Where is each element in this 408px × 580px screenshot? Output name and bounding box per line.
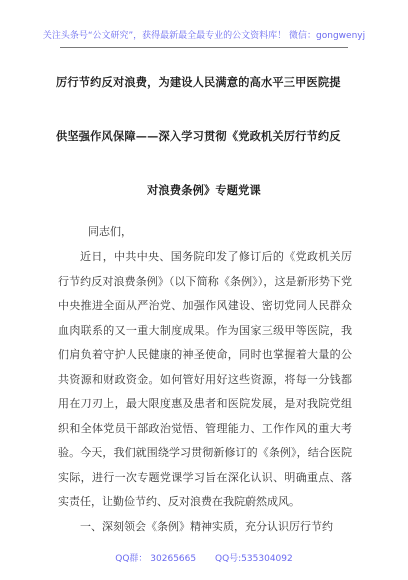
footer-qq-group: QQ群： 30265665 xyxy=(115,554,197,564)
body-paragraph-2: 一、深刻领会《条例》精神实质，充分认识厉行节约 xyxy=(80,520,333,533)
title-line-1: 厉行节约反对浪费，为建设人民满意的高水平三甲医院提 xyxy=(56,75,341,89)
salutation: 同志们， xyxy=(88,225,132,238)
footer-qq-number: QQ号:535304092 xyxy=(214,554,293,564)
header-divider xyxy=(60,47,348,48)
footer-contact xyxy=(0,551,408,564)
title-line-3: 对浪费条例》专题党课 xyxy=(147,183,261,197)
title-line-2: 供坚强作风保障——深入学习贯彻《党政机关厉行节约反 xyxy=(56,129,341,143)
header-note: 关注头条号“公文研究”，获得最新最全最专业的公文资料库！ 微信：gongwenyj xyxy=(42,31,366,41)
body-paragraph-1: 近日，中共中央、国务院印发了修订后的《党政机关厉行节约反对浪费条例》（以下简称《条例》），这是新形势下党中央推进全面从严治党、加强作风建设、密切党同人民群众血肉联系的又一重大制度成果。作为国家三级甲等医院，我们肩负着守护人民健康的神圣使命，同时也掌握着大量的公共资源和财政资金。如何管好用好这些资源，将每一分钱都用在刀刃上，最大限度惠及患者和医院发展，是对我院党组织和全体党员干部政治觉悟、管理能力、工作作风的重大考验。今天，我们就围绕学习贯彻新修订的《条例》，结合医院实际，进行一次专题党课学习旨在深化认识、明确重点、落实责任，让勤俭节约、反对浪费在我院蔚然成风。 xyxy=(58,250,352,508)
